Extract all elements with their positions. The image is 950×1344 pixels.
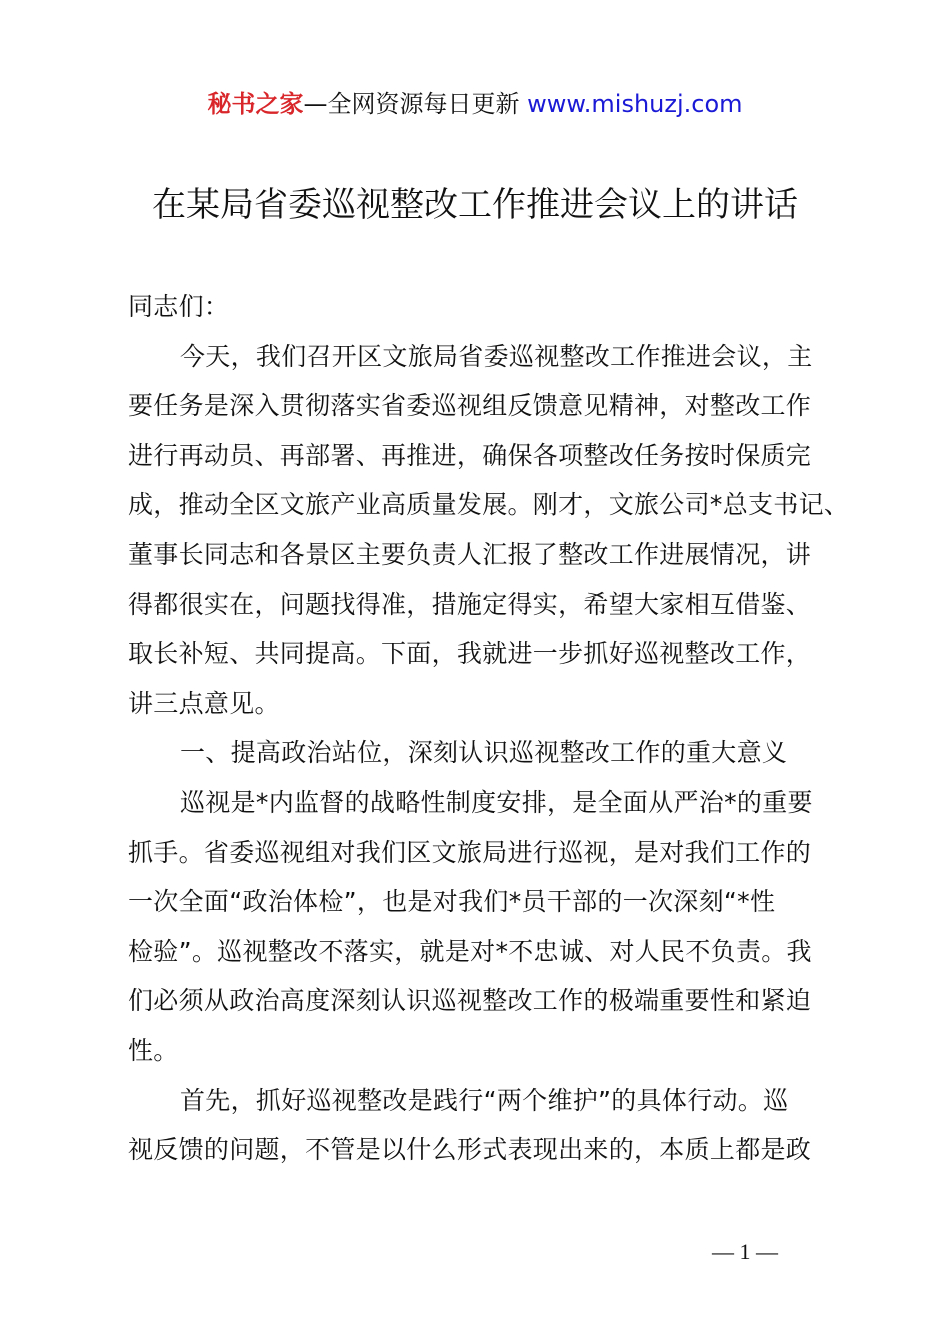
site-brand: 秘书之家 [207,90,304,118]
body-line: 要任务是深入贯彻落实省委巡视组反馈意见精神，对整改工作 [128,391,812,421]
document-title: 在某局省委巡视整改工作推进会议上的讲话 [152,185,798,225]
body-line: 得都很实在，问题找得准，措施定得实，希望大家相互借鉴、 [128,589,812,619]
body-line: 成，推动全区文旅产业高质量发展。刚才，文旅公司*总支书记、 [128,490,850,520]
site-url-link[interactable]: www.mishuzj.com [527,90,743,118]
page-number: — 1 — [712,1239,778,1264]
body-line: 董事长同志和各景区主要负责人汇报了整改工作进展情况，讲 [128,539,812,569]
body-line: 们必须从政治高度深刻认识巡视整改工作的极端重要性和紧迫 [128,986,812,1016]
body-line: 同志们： [128,292,230,321]
body-line: 巡视是*内监督的战略性制度安排，是全面从严治*的重要 [180,787,813,817]
body-line: 进行再动员、再部署、再推进，确保各项整改任务按时保质完 [128,440,812,470]
body-line: 性。 [128,1035,179,1065]
body-line: 一次全面“政治体检”，也是对我们*员干部的一次深刻“*性 [128,887,776,917]
section-heading: 一、提高政治站位，深刻认识巡视整改工作的重大意义 [180,738,788,768]
body-line: 抓手。省委巡视组对我们区文旅局进行巡视，是对我们工作的 [128,837,812,867]
site-tagline: —全网资源每日更新 [303,90,528,118]
body-line: 视反馈的问题，不管是以什么形式表现出来的，本质上都是政 [128,1135,812,1165]
site-banner [0,86,950,122]
body-line: 讲三点意见。 [128,688,280,718]
body-line: 检验”。巡视整改不落实，就是对*不忠诚、对人民不负责。我 [128,936,812,966]
body-line: 今天，我们召开区文旅局省委巡视整改工作推进会议，主 [180,341,813,371]
body-line: 取长补短、共同提高。下面，我就进一步抓好巡视整改工作， [128,639,812,669]
body-line: 首先，抓好巡视整改是践行“两个维护”的具体行动。巡 [180,1085,789,1115]
document-body [128,282,850,1175]
